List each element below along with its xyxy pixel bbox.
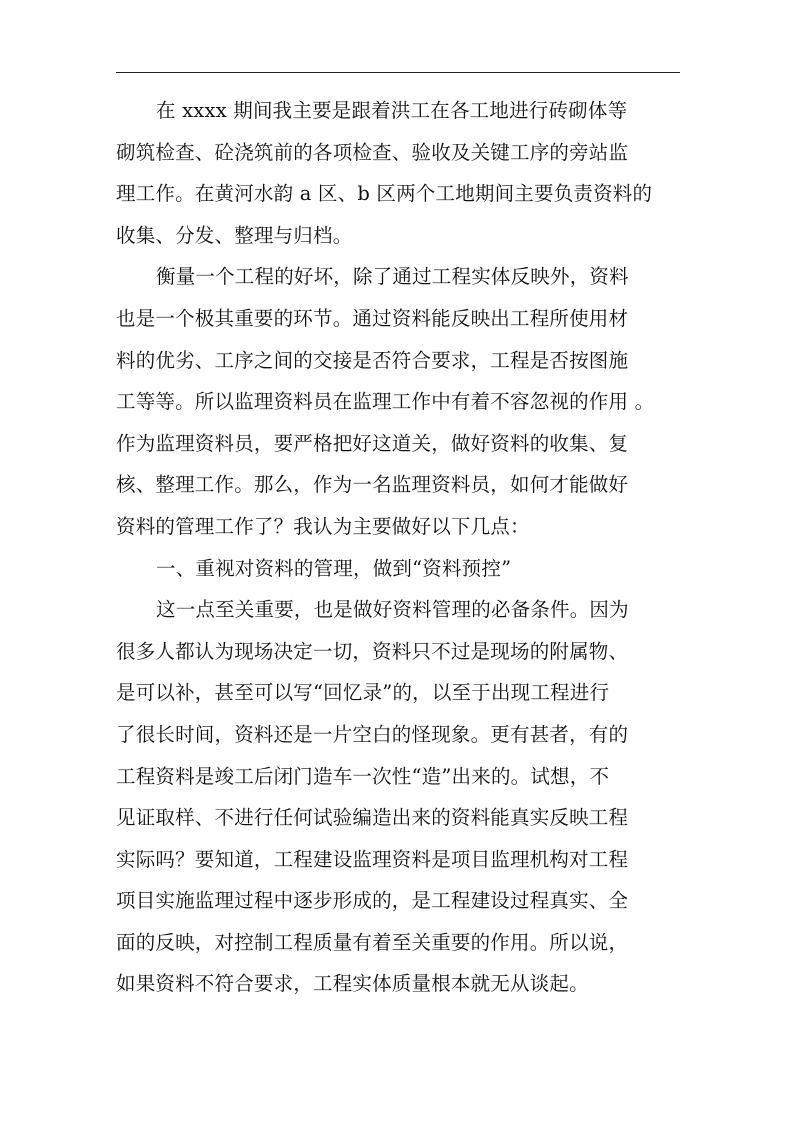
- text-line: 收集、分发、整理与归档。: [116, 223, 353, 247]
- text-line: 工程资料是竣工后闭门造车一次性“造”出来的。试想，不: [116, 764, 610, 788]
- text-line: 资料的管理工作了？我认为主要做好以下几点：: [116, 514, 530, 538]
- text-line: 实际吗？要知道，工程建设监理资料是项目监理机构对工程: [116, 847, 629, 871]
- text-line: 了很长时间，资料还是一片空白的怪现象。更有甚者，有的: [116, 722, 629, 746]
- text-line: 作为监理资料员，要严格把好这道关，做好资料的收集、复: [116, 431, 629, 455]
- header-rule: [116, 72, 680, 73]
- text-line: 如果资料不符合要求，工程实体质量根本就无从谈起。: [116, 972, 589, 996]
- text-line: 砌筑检查、砼浇筑前的各项检查、验收及关键工序的旁站监: [116, 140, 629, 164]
- text-line: 面的反映，对控制工程质量有着至关重要的作用。所以说，: [116, 930, 629, 954]
- text-line: 是可以补，甚至可以写“回忆录”的，以至于出现工程进行: [116, 681, 610, 705]
- text-line: 理工作。在黄河水韵 a 区、b 区两个工地期间主要负责资料的: [116, 182, 653, 206]
- text-line: 核、整理工作。那么，作为一名监理资料员，如何才能做好: [116, 473, 629, 497]
- text-line: 在 xxxx 期间我主要是跟着洪工在各工地进行砖砌体等: [156, 99, 628, 122]
- text-line: 也是一个极其重要的环节。通过资料能反映出工程所使用材: [116, 306, 629, 330]
- text-line: 很多人都认为现场决定一切，资料只不过是现场的附属物、: [116, 639, 629, 663]
- text-line: 这一点至关重要，也是做好资料管理的必备条件。因为: [156, 598, 629, 622]
- text-line: 项目实施监理过程中逐步形成的，是工程建设过程真实、全: [116, 889, 629, 913]
- text-line: 见证取样、不进行任何试验编造出来的资料能真实反映工程: [116, 806, 629, 830]
- text-line: 衡量一个工程的好坏，除了通过工程实体反映外，资料: [156, 265, 629, 289]
- text-line: 一、重视对资料的管理，做到“资料预控”: [156, 556, 512, 580]
- document-body: [116, 90, 682, 1005]
- text-line: 料的优劣、工序之间的交接是否符合要求，工程是否按图施: [116, 348, 629, 372]
- text-line: 工等等。所以监理资料员在监理工作中有着不容忽视的作用 。: [116, 390, 655, 414]
